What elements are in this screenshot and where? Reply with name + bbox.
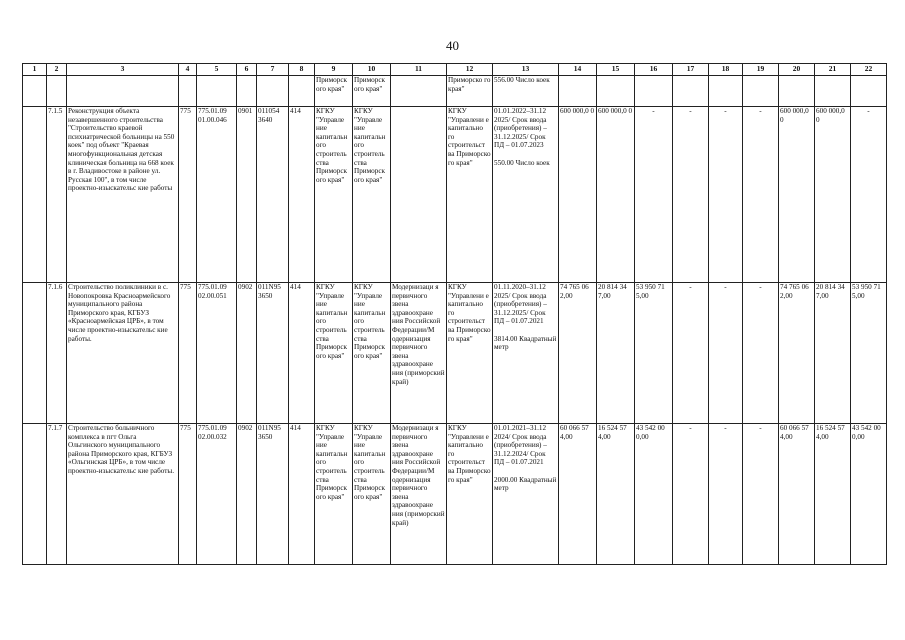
table-cell: Модернизаци я первичного звена здравоохране ния Российской Федерации/М одернизация первичного звена здравоохране ния (приморский край) (391, 283, 447, 424)
table-cell: 53 950 71 5,00 (851, 283, 887, 424)
table-cell: Строительство больничного комплекса в пгт Ольга Ольгинского муниципального района Приморского края, КГБУЗ «Ольгинская ЦРБ», в том числе проектно-изыскательс кие работы. (67, 424, 179, 565)
table-row (23, 76, 887, 107)
table-cell: КГКУ "Управле ние капитальн ого строитель ства Приморск ого края" (315, 424, 353, 565)
table-row (23, 107, 887, 283)
table-cell (179, 76, 197, 107)
table-cell: 600 000,0 0 (597, 107, 635, 283)
table-cell (597, 76, 635, 107)
table-cell: Приморск ого края" (353, 76, 391, 107)
table-cell: - (743, 107, 779, 283)
column-header: 21 (815, 64, 851, 76)
table-cell: 74 765 06 2,00 (779, 283, 815, 424)
table-cell: - (709, 107, 743, 283)
column-header: 5 (197, 64, 237, 76)
table-cell: КГКУ "Управлени е капитально го строительст ва Приморско го края" (447, 107, 493, 283)
table-cell: - (673, 424, 709, 565)
table-cell: 414 (289, 107, 315, 283)
table-cell: 556.00 Число коек (493, 76, 559, 107)
column-header: 4 (179, 64, 197, 76)
table-cell: - (743, 424, 779, 565)
column-header: 10 (353, 64, 391, 76)
column-header: 20 (779, 64, 815, 76)
table-cell: - (673, 107, 709, 283)
column-header: 17 (673, 64, 709, 76)
table-cell (289, 76, 315, 107)
budget-table (22, 63, 887, 565)
column-header: 19 (743, 64, 779, 76)
column-header: 2 (47, 64, 67, 76)
table-cell: - (743, 283, 779, 424)
table-cell: Модернизаци я первичного звена здравоохране ния Российской Федерации/М одернизация первичного звена здравоохране ния (приморский край) (391, 424, 447, 565)
table-row (23, 424, 887, 565)
table-cell: 43 542 00 0,00 (851, 424, 887, 565)
column-header: 22 (851, 64, 887, 76)
table-cell: КГКУ "Управле ние капитальн ого строитель ства Приморск ого края" (353, 424, 391, 565)
table-cell: 600 000,0 0 (559, 107, 597, 283)
column-header: 7 (257, 64, 289, 76)
table-cell (815, 76, 851, 107)
table-cell: 16 524 57 4,00 (815, 424, 851, 565)
table-cell: 16 524 57 4,00 (597, 424, 635, 565)
table-cell (257, 76, 289, 107)
table-cell: 43 542 00 0,00 (635, 424, 673, 565)
table-cell (237, 76, 257, 107)
column-header: 8 (289, 64, 315, 76)
table-cell: КГКУ "Управлени е капитально го строительст ва Приморско го края" (447, 424, 493, 565)
table-cell: 74 765 06 2,00 (559, 283, 597, 424)
table-cell (743, 76, 779, 107)
table-cell (559, 76, 597, 107)
table-cell: 775.01.09 01.00.046 (197, 107, 237, 283)
table-cell: 60 066 57 4,00 (559, 424, 597, 565)
column-header: 3 (67, 64, 179, 76)
table-cell (851, 76, 887, 107)
table-cell: 0902 (237, 424, 257, 565)
column-header: 6 (237, 64, 257, 76)
table-cell (47, 76, 67, 107)
table-cell: - (673, 283, 709, 424)
table-row (23, 283, 887, 424)
table-cell: Приморско го края" (447, 76, 493, 107)
table-cell (23, 424, 47, 565)
table-cell: 7.1.7 (47, 424, 67, 565)
header-row (23, 64, 887, 76)
column-header: 9 (315, 64, 353, 76)
table-cell: 01.01.2022–31.12 2025/ Срок ввода (приобретения) – 31.12.2025/ Срок ПД – 01.07.2023 550.00 Число коек (493, 107, 559, 283)
table-cell: 0901 (237, 107, 257, 283)
table-cell: КГКУ "Управле ние капитальн ого строитель ства Приморск ого края" (353, 107, 391, 283)
table-cell (391, 107, 447, 283)
table-cell: 775 (179, 283, 197, 424)
column-header: 12 (447, 64, 493, 76)
table-cell: 7.1.6 (47, 283, 67, 424)
table-cell: 414 (289, 283, 315, 424)
table-cell (197, 76, 237, 107)
table-cell: КГКУ "Управле ние капитальн ого строитель ства Приморск ого края" (315, 107, 353, 283)
table-cell (67, 76, 179, 107)
table-cell: КГКУ "Управле ние капитальн ого строитель ства Приморск ого края" (353, 283, 391, 424)
table-cell: 01.01.2021–31.12 2024/ Срок ввода (приобретения) – 31.12.2024/ Срок ПД – 01.07.2021 2000.00 Квадратный метр (493, 424, 559, 565)
table-cell: Реконструкция объекта незавершенного строительства "Строительство краевой психиатрической больницы на 550 коек" под объект "Краевая многофункциональная детская клиническая больница на 668 коек в г. Владивостоке в районе ул. Русская 100", в том числе проектно-изыскательс кие работы (67, 107, 179, 283)
table-cell: 7.1.5 (47, 107, 67, 283)
column-header: 14 (559, 64, 597, 76)
table-cell: 0902 (237, 283, 257, 424)
table-cell: - (635, 107, 673, 283)
table-cell: - (709, 283, 743, 424)
table-cell: 60 066 57 4,00 (779, 424, 815, 565)
table-cell (673, 76, 709, 107)
table-cell: - (851, 107, 887, 283)
table-cell: КГКУ "Управле ние капитальн ого строитель ства Приморск ого края" (315, 283, 353, 424)
table-cell: Строительство поликлиники в с. Новопокровка Красноармейского муниципального района Приморского края, КГБУЗ «Красноармейская ЦРБ», в том числе проектно-изыскательс кие работы. (67, 283, 179, 424)
table-cell: 011054 3640 (257, 107, 289, 283)
table-cell: 775 (179, 424, 197, 565)
table-cell: 414 (289, 424, 315, 565)
table-cell (635, 76, 673, 107)
page-number: 40 (446, 38, 459, 53)
table-cell: Приморск ого края" (315, 76, 353, 107)
table-cell: 775 (179, 107, 197, 283)
table-cell: КГКУ "Управлени е капитально го строительст ва Приморско го края" (447, 283, 493, 424)
table-cell: 775.01.09 02.00.051 (197, 283, 237, 424)
table-cell: 01.11.2020–31.12 2025/ Срок ввода (приобретения) – 31.12.2025/ Срок ПД – 01.07.2021 3814.00 Квадратный метр (493, 283, 559, 424)
table-cell: 20 814 34 7,00 (597, 283, 635, 424)
column-header: 13 (493, 64, 559, 76)
column-header: 16 (635, 64, 673, 76)
table-cell: - (709, 424, 743, 565)
column-header: 11 (391, 64, 447, 76)
table-cell: 20 814 34 7,00 (815, 283, 851, 424)
table-cell (23, 107, 47, 283)
table-cell: 775.01.09 02.00.032 (197, 424, 237, 565)
table-cell (779, 76, 815, 107)
table-cell (709, 76, 743, 107)
column-header: 18 (709, 64, 743, 76)
table-cell (23, 76, 47, 107)
column-header: 15 (597, 64, 635, 76)
table-cell: 011N95 3650 (257, 283, 289, 424)
table-cell: 53 950 71 5,00 (635, 283, 673, 424)
table-cell (391, 76, 447, 107)
table-cell: 600 000,0 0 (779, 107, 815, 283)
table-cell: 600 000,0 0 (815, 107, 851, 283)
table-cell (23, 283, 47, 424)
column-header: 1 (23, 64, 47, 76)
table-cell: 011N95 3650 (257, 424, 289, 565)
